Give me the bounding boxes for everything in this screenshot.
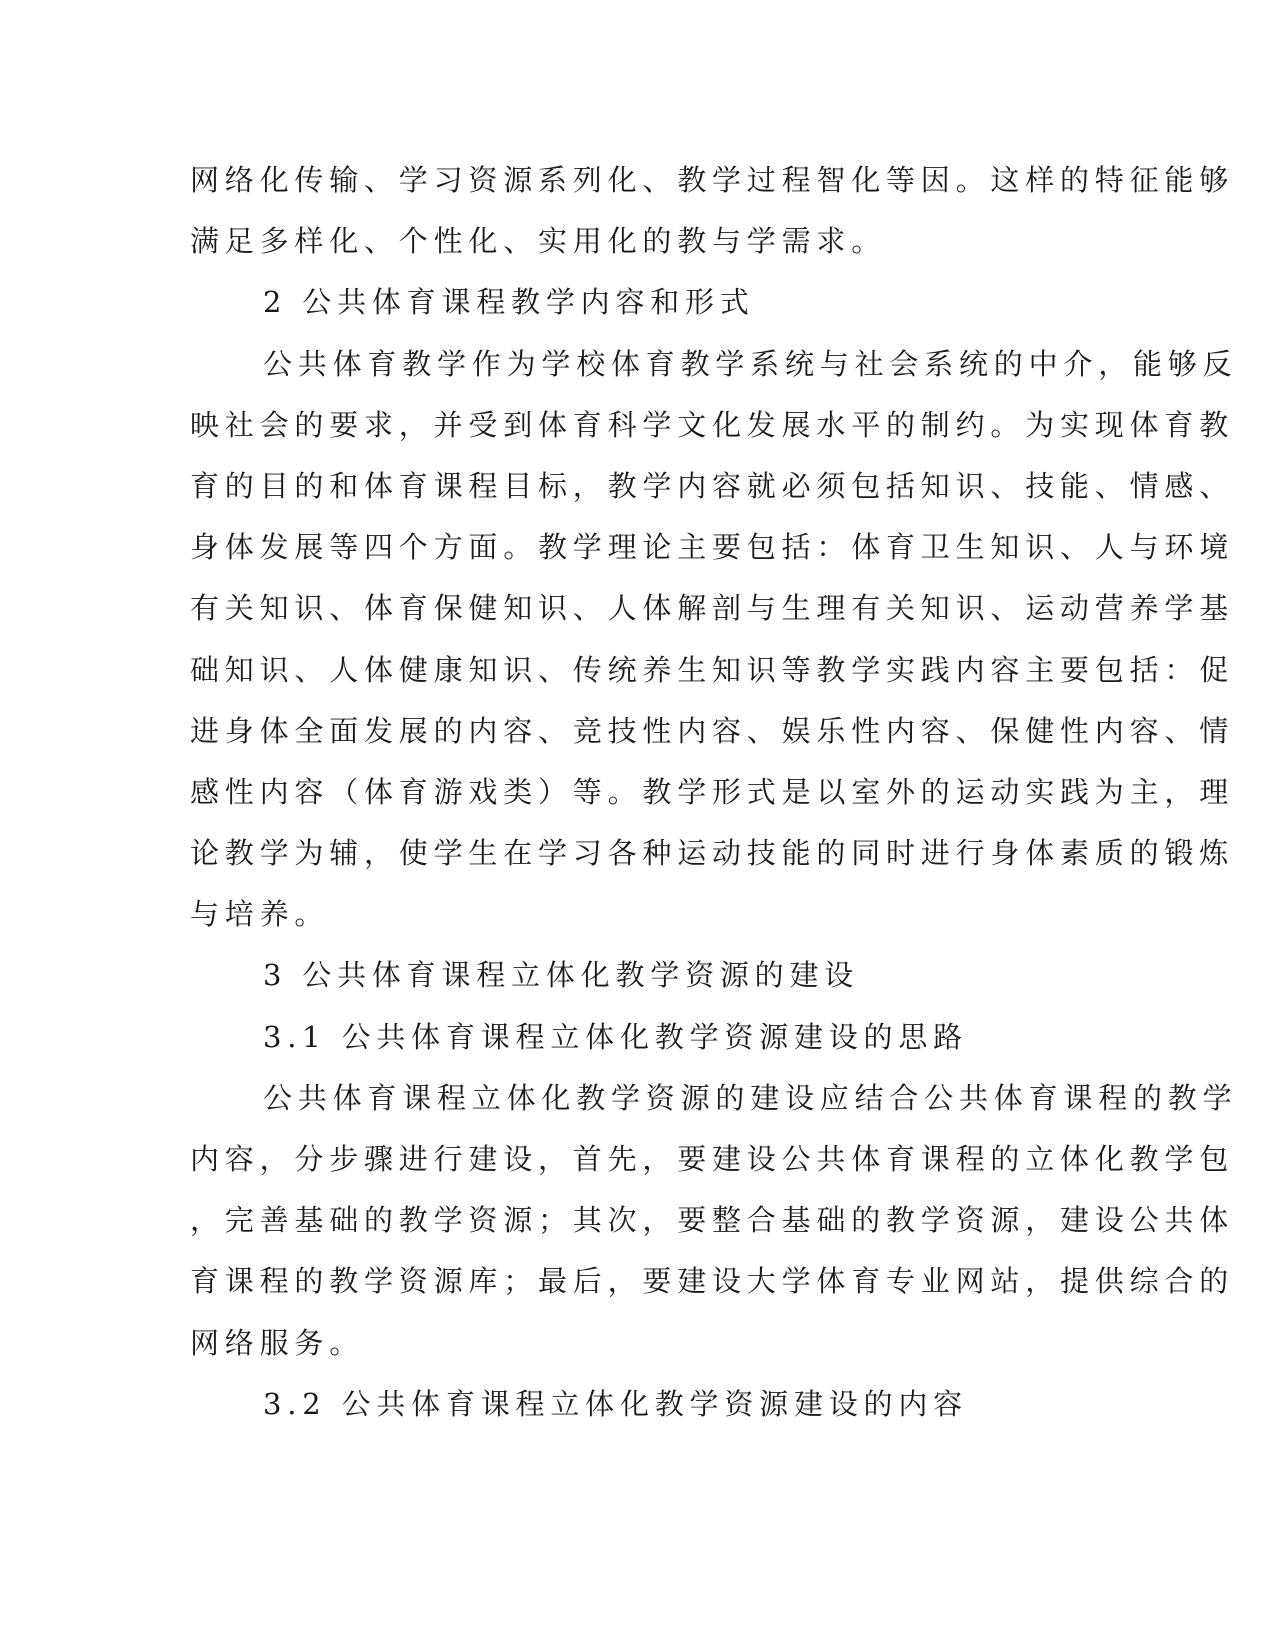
text-line-12: 论教学为辅，使学生在学习各种运动技能的同时进行身体素质的锻炼 — [190, 836, 1235, 871]
text-line-16: 公共体育课程立体化教学资源的建设应结合公共体育课程的教学 — [263, 1080, 1238, 1115]
text-line-5: 映社会的要求，并受到体育科学文化发展水平的制约。为实现体育教 — [190, 407, 1235, 442]
text-line-7: 身体发展等四个方面。教学理论主要包括：体育卫生知识、人与环境 — [190, 530, 1235, 565]
text-line-8: 有关知识、体育保健知识、人体解剖与生理有关知识、运动营养学基 — [190, 591, 1235, 626]
text-line-2: 满足多样化、个性化、实用化的教与学需求。 — [190, 224, 887, 259]
text-line-19: 育课程的教学资源库；最后，要建设大学体育专业网站，提供综合的 — [190, 1264, 1235, 1299]
text-line-11: 感性内容（体育游戏类）等。教学形式是以室外的运动实践为主，理 — [190, 774, 1235, 809]
section-heading-3: 3 公共体育课程立体化教学资源的建设 — [263, 958, 860, 993]
text-line-9: 础知识、人体健康知识、传统养生知识等教学实践内容主要包括：促 — [190, 652, 1235, 687]
text-line-17: 内容，分步骤进行建设，首先，要建设公共体育课程的立体化教学包 — [190, 1142, 1235, 1176]
text-line-10: 进身体全面发展的内容、竞技性内容、娱乐性内容、保健性内容、情 — [190, 713, 1235, 748]
text-line-13: 与培养。 — [190, 897, 330, 932]
text-line-4: 公共体育教学作为学校体育教学系统与社会系统的中介，能够反 — [263, 346, 1238, 381]
text-line-1: 网络化传输、学习资源系列化、教学过程智化等因。这样的特征能够 — [190, 163, 1235, 197]
section-heading-3-2: 3.2 公共体育课程立体化教学资源建设的内容 — [263, 1386, 968, 1421]
text-line-20: 网络服务。 — [190, 1325, 365, 1360]
document-body — [190, 150, 1238, 1435]
text-line-6: 育的目的和体育课程目标，教学内容就必须包括知识、技能、情感、 — [190, 468, 1235, 503]
text-line-18: ，完善基础的教学资源；其次，要整合基础的教学资源，建设公共体 — [190, 1203, 1235, 1238]
section-heading-3-1: 3.1 公共体育课程立体化教学资源建设的思路 — [263, 1019, 968, 1054]
section-heading-2: 2 公共体育课程教学内容和形式 — [263, 285, 755, 320]
